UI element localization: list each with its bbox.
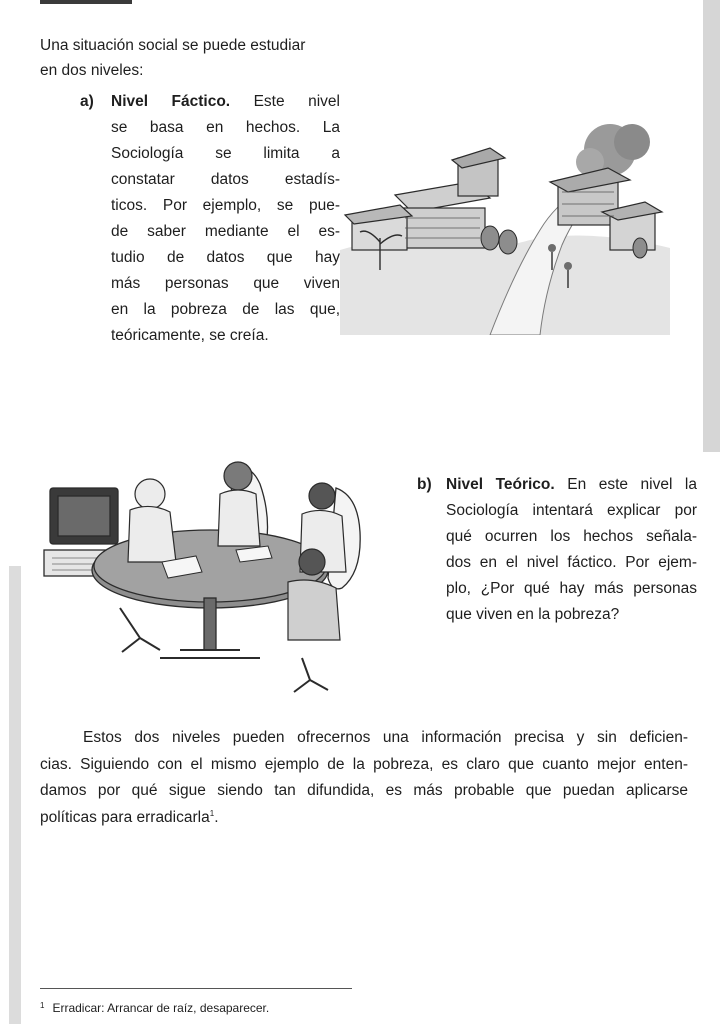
right-margin-bar [703,0,720,452]
item-line: más personas que viven [111,275,340,292]
item-heading: Nivel Teórico. [446,476,555,493]
item-nivel-teorico [417,472,697,628]
intro-paragraph [40,33,360,83]
item-line: Nivel Teórico. En este nivel la [446,476,697,493]
item-line: constatar datos estadís- [111,171,340,188]
item-line: teóricamente, se creía. [111,327,269,344]
item-line: Nivel Fáctico. Este nivel [111,93,340,110]
meeting-table-illustration [40,458,402,706]
paragraph-line: políticas para erradicarla$^1$. [40,808,219,826]
left-margin-bar [9,566,21,1024]
footnote-rule [40,988,352,989]
item-marker: b) [417,476,432,493]
body-paragraph [40,725,688,831]
item-line: Sociología intentará explicar por [446,502,697,519]
paragraph-line: cias. Siguiendo con el mismo ejemplo de la pobreza, es claro que cuanto mejor enten- [40,755,688,773]
footnote-reference: 1 [209,808,215,818]
footnote [40,998,269,1016]
item-nivel-factico [80,89,340,349]
paragraph-line: damos por qué sigue siendo tan difundida, es más probable que puedan aplicarse [40,782,688,799]
item-heading: Nivel Fáctico. [111,93,231,110]
paragraph-line: Estos dos niveles pueden ofrecernos una información precisa y sin deficien- [83,729,688,746]
footnote-text: Erradicar: Arrancar de raíz, desaparecer. [52,1001,270,1015]
item-body [111,89,340,349]
footnote-number: 1 [40,1001,45,1010]
item-line: ticos. Por ejemplo, se pue- [111,197,340,214]
item-line: de saber mediante el es- [111,223,340,240]
shanty-village-illustration [340,120,670,335]
item-line: qué ocurren los hechos señala- [446,528,697,545]
item-body [446,472,697,628]
item-line: tudio de datos que hay [111,249,340,266]
item-line: Sociología se limita a [111,145,340,162]
item-line: plo, ¿Por qué hay más personas [446,580,697,597]
intro-line: Una situación social se puede estudiar [40,37,306,54]
item-line: se basa en hechos. La [111,119,340,136]
top-rule [40,0,132,4]
item-marker: a) [80,93,94,110]
intro-line: en dos niveles: [40,62,144,79]
item-line: en la pobreza de las que, [111,301,340,318]
item-line: dos en el nivel fáctico. Por ejem- [446,554,697,571]
item-line: que viven en la pobreza? [446,606,620,623]
